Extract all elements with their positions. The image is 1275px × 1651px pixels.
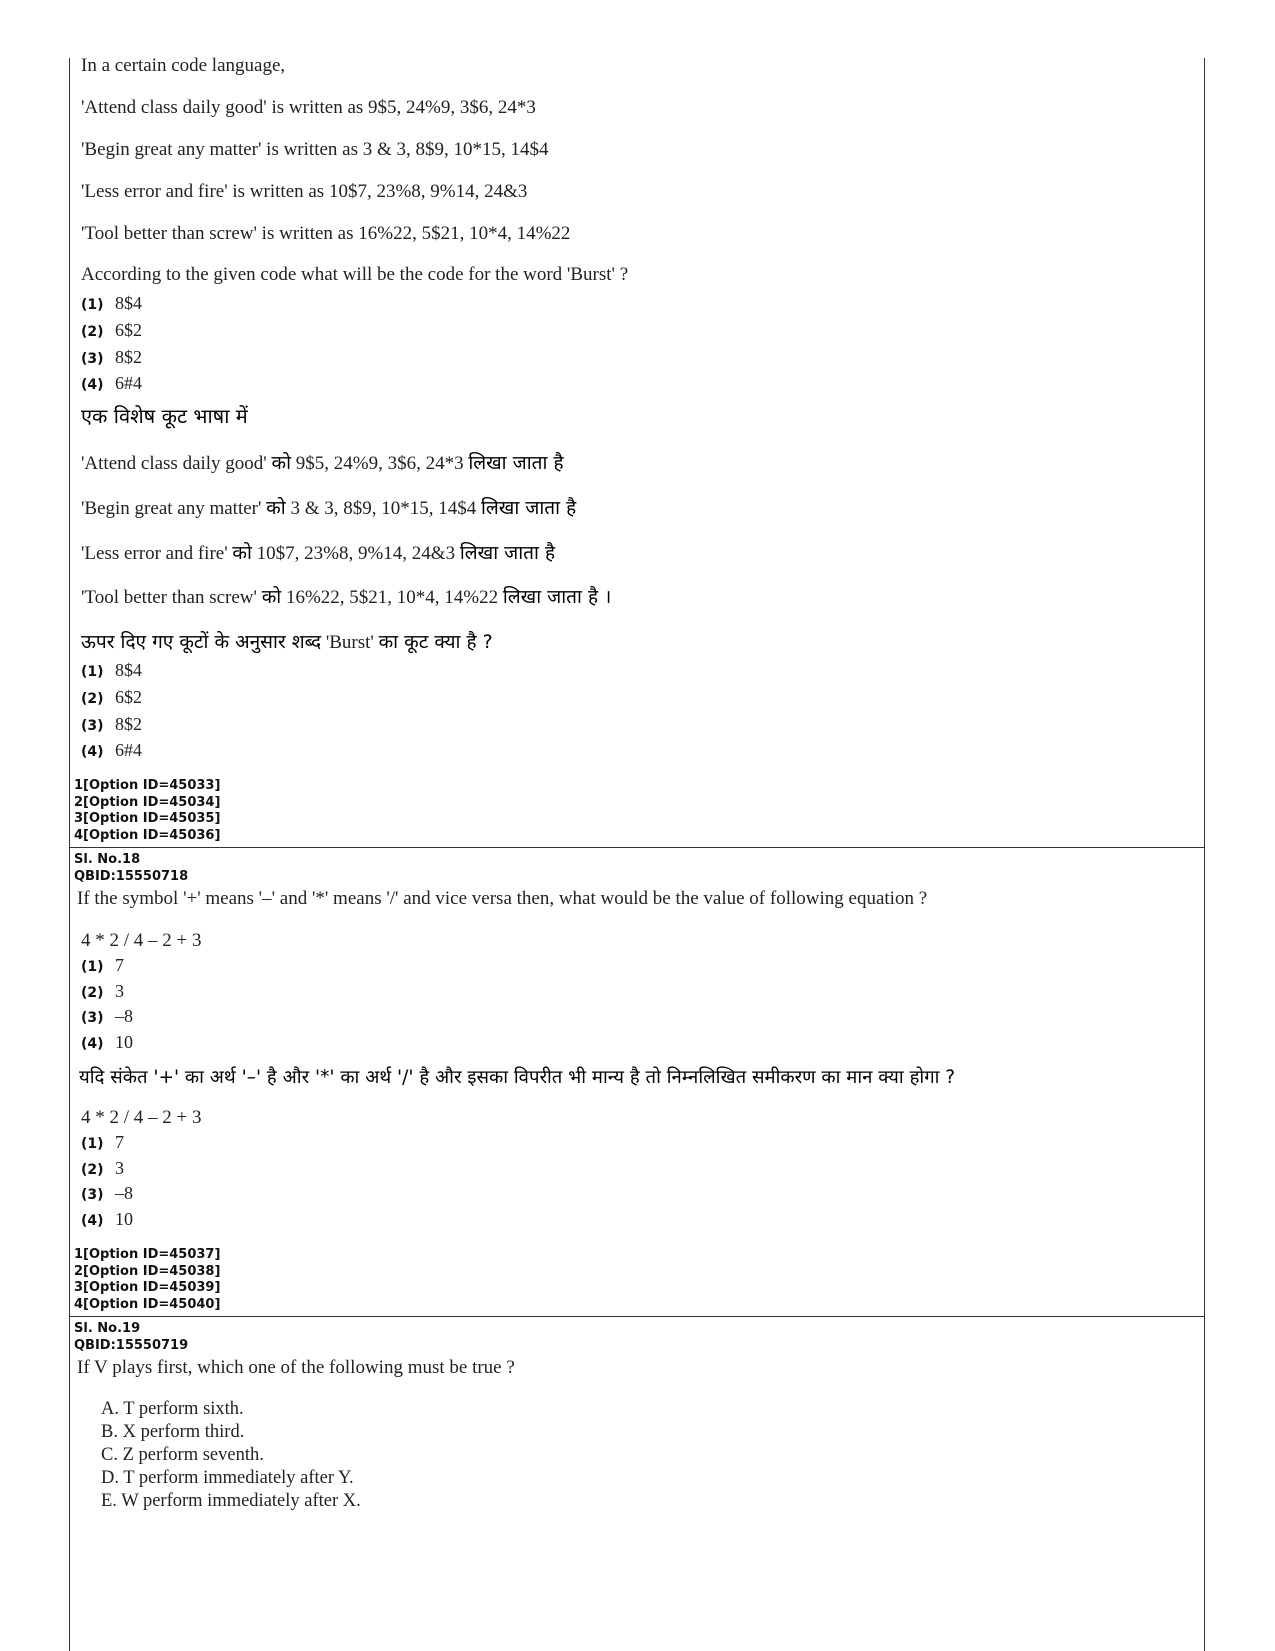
- option-id: 1[Option ID=45033]: [74, 778, 221, 793]
- option-number: (3): [81, 1010, 104, 1026]
- q17-hindi-line-2: [81, 494, 576, 520]
- option-number: (4): [81, 377, 104, 393]
- q18-hindi-option-1[interactable]: [81, 1132, 124, 1153]
- option-number: (2): [81, 1162, 104, 1178]
- option-value: –8: [115, 1183, 133, 1203]
- code-values: 9$5, 24%9, 3$6, 24*3: [295, 453, 464, 474]
- statement: C. Z perform seventh.: [101, 1445, 264, 1465]
- option-id: 2[Option ID=45038]: [74, 1263, 221, 1279]
- question-divider: [69, 847, 1204, 848]
- q17-code-line-1: 'Attend class daily good' is written as 9$5, 24%9, 3$6, 24*3: [81, 97, 536, 118]
- code-values: 16%22, 5$21, 10*4, 14%22: [285, 587, 499, 608]
- q17-option-3[interactable]: [81, 347, 142, 368]
- option-number: (3): [81, 351, 104, 367]
- hindi-text: लिखा जाता है: [480, 497, 577, 519]
- hindi-word: को: [261, 586, 282, 608]
- option-number: (1): [81, 297, 104, 313]
- q17-option-2[interactable]: [81, 320, 142, 341]
- hindi-word: को: [232, 542, 252, 564]
- q18-option-3[interactable]: [81, 1006, 133, 1027]
- q17-hindi-line-4: [81, 583, 611, 609]
- option-number: (4): [81, 1213, 104, 1229]
- q17-option-4[interactable]: [81, 373, 142, 394]
- option-value: 8$2: [115, 714, 142, 734]
- q18-question: If the symbol '+' means '–' and '*' means '/' and vice versa then, what would be the value of following equation ?: [77, 888, 928, 909]
- option-number: (3): [81, 718, 104, 734]
- code-word: 'Burst': [325, 632, 374, 653]
- question-divider: [69, 1316, 1204, 1317]
- option-value: 7: [115, 955, 124, 975]
- hindi-word: को: [271, 452, 291, 474]
- statement: E. W perform immediately after X.: [101, 1491, 361, 1511]
- q17-option-ids: [74, 778, 220, 844]
- q17-hindi-option-2[interactable]: [81, 687, 142, 708]
- q18-hindi-option-4[interactable]: [81, 1209, 133, 1230]
- statement: D. T perform immediately after Y.: [101, 1468, 354, 1488]
- option-number: (1): [81, 1136, 104, 1152]
- q19-meta: [74, 1321, 188, 1354]
- q18-hindi-option-3[interactable]: [81, 1183, 133, 1204]
- q17-intro: In a certain code language,: [81, 55, 286, 76]
- option-value: –8: [115, 1006, 133, 1026]
- qbid: QBID:15550718: [74, 868, 189, 884]
- q17-hindi-option-3[interactable]: [81, 714, 142, 735]
- q18-equation: 4 * 2 / 4 – 2 + 3: [81, 930, 202, 951]
- option-value: 8$2: [115, 347, 142, 367]
- option-value: 6#4: [115, 740, 142, 760]
- q17-hindi-option-1[interactable]: [81, 660, 142, 681]
- qbid: QBID:15550719: [74, 1337, 189, 1353]
- option-value: 3: [115, 1158, 124, 1178]
- option-number: (2): [81, 324, 104, 340]
- q17-hindi-option-4[interactable]: [81, 740, 142, 761]
- q18-hindi-option-2[interactable]: [81, 1158, 124, 1179]
- q17-code-line-2: 'Begin great any matter' is written as 3 & 3, 8$9, 10*15, 14$4: [81, 139, 549, 160]
- hindi-text: लिखा जाता है: [468, 452, 564, 474]
- option-number: (2): [81, 985, 104, 1001]
- q19-statements: [101, 1398, 361, 1513]
- option-id: 1[Option ID=45037]: [74, 1247, 221, 1262]
- q17-option-1[interactable]: [81, 293, 142, 314]
- q18-option-2[interactable]: [81, 981, 124, 1002]
- q17-code-line-4: 'Tool better than screw' is written as 16%22, 5$21, 10*4, 14%22: [81, 223, 571, 244]
- code-phrase: 'Begin great any matter': [81, 498, 262, 519]
- q17-hindi-question: [81, 628, 493, 654]
- serial-number: Sl. No.19: [74, 1321, 141, 1336]
- hindi-text: लिखा जाता है ।: [502, 586, 612, 608]
- option-number: (1): [81, 959, 104, 975]
- option-value: 7: [115, 1132, 124, 1152]
- q17-hindi-intro: एक विशेष कूट भाषा में: [81, 404, 248, 428]
- option-value: 8$4: [115, 293, 142, 313]
- option-number: (4): [81, 744, 104, 760]
- hindi-text: ऊपर दिए गए कूटों के अनुसार शब्द: [81, 631, 322, 653]
- q17-hindi-line-1: [81, 449, 564, 475]
- option-number: (3): [81, 1187, 104, 1203]
- q18-option-4[interactable]: [81, 1032, 133, 1053]
- code-phrase: 'Less error and fire': [81, 543, 228, 564]
- q18-meta: [74, 852, 188, 885]
- option-id: 3[Option ID=45035]: [74, 811, 221, 826]
- q17-question: According to the given code what will be the code for the word 'Burst' ?: [81, 264, 629, 285]
- q17-hindi-line-3: [81, 539, 555, 565]
- serial-number: Sl. No.18: [74, 852, 141, 867]
- option-id: 2[Option ID=45034]: [74, 794, 221, 810]
- hindi-text: का कूट क्या है ?: [378, 631, 493, 653]
- q19-question: If V plays first, which one of the following must be true ?: [77, 1357, 515, 1378]
- statement: A. T perform sixth.: [101, 1399, 244, 1419]
- option-value: 8$4: [115, 660, 142, 680]
- q17-code-line-3: 'Less error and fire' is written as 10$7, 23%8, 9%14, 24&3: [81, 181, 528, 202]
- option-value: 6$2: [115, 320, 142, 340]
- option-value: 3: [115, 981, 124, 1001]
- option-value: 10: [115, 1032, 133, 1052]
- option-id: 3[Option ID=45039]: [74, 1280, 221, 1295]
- option-id: 4[Option ID=45040]: [74, 1296, 221, 1312]
- code-phrase: 'Tool better than screw': [81, 587, 257, 608]
- code-values: 3 & 3, 8$9, 10*15, 14$4: [290, 498, 477, 519]
- q18-option-ids: [74, 1247, 220, 1313]
- option-number: (2): [81, 691, 104, 707]
- code-phrase: 'Attend class daily good': [81, 453, 267, 474]
- option-number: (4): [81, 1036, 104, 1052]
- statement: B. X perform third.: [101, 1422, 245, 1442]
- hindi-text: लिखा जाता है: [459, 542, 556, 564]
- code-values: 10$7, 23%8, 9%14, 24&3: [256, 543, 456, 564]
- q18-option-1[interactable]: [81, 955, 124, 976]
- hindi-word: को: [266, 497, 286, 519]
- option-number: (1): [81, 664, 104, 680]
- q18-hindi-equation: 4 * 2 / 4 – 2 + 3: [81, 1107, 202, 1128]
- option-value: 10: [115, 1209, 133, 1229]
- option-value: 6#4: [115, 373, 142, 393]
- option-value: 6$2: [115, 687, 142, 707]
- q18-hindi-question: यदि संकेत '+' का अर्थ '–' है और '*' का अर्थ '/' है और इसका विपरीत भी मान्य है तो निम्नलिखित समीकरण का मान क्या होगा ?: [79, 1067, 956, 1088]
- option-id: 4[Option ID=45036]: [74, 827, 221, 843]
